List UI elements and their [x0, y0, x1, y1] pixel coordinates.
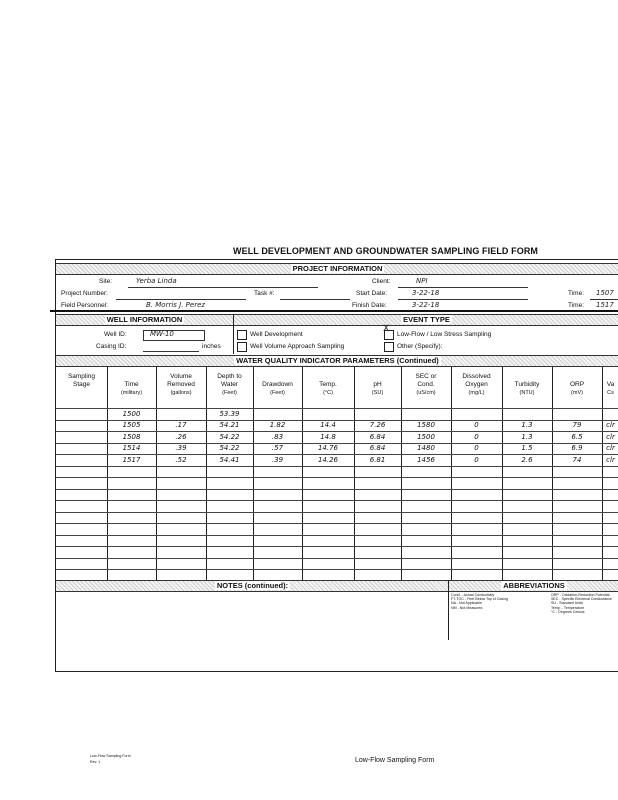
form-title: WELL DEVELOPMENT AND GROUNDWATER SAMPLING FIELD FORM [233, 246, 539, 256]
wq-cell[interactable]: 6.9 [571, 444, 583, 452]
wq-header-line: Time [124, 381, 139, 388]
wq-column-divider [253, 367, 254, 580]
wq-cell[interactable]: 1456 [417, 455, 435, 464]
wq-column-divider [451, 367, 452, 580]
site-value[interactable]: Yerba Linda [136, 277, 177, 285]
abbrev-left-item: NM - Not Measured [451, 605, 483, 610]
start-date-label: Start Date: [356, 290, 388, 297]
wq-row-rule [56, 500, 618, 501]
wq-cell[interactable]: 79 [572, 421, 582, 429]
wq-cell[interactable]: 1508 [122, 432, 141, 441]
wq-header-line: (SU) [371, 390, 384, 396]
notes-area[interactable] [56, 593, 446, 671]
abbrev-right-item: °C - Degrees Celsius [551, 609, 585, 614]
wq-column-header [253, 373, 302, 397]
wq-column-header [401, 373, 451, 397]
wq-cell[interactable]: .83 [271, 432, 284, 441]
notes-divider [448, 580, 449, 640]
site-line [128, 287, 318, 288]
wq-cell[interactable]: 1580 [417, 421, 435, 429]
wq-cell[interactable]: 1517 [122, 455, 141, 464]
wq-row-rule [56, 546, 618, 547]
start-date-value[interactable]: 3-22-18 [412, 289, 440, 297]
wq-header-line: pH [373, 381, 382, 388]
wq-cell[interactable]: .39 [271, 455, 284, 464]
abbrev-left-item: FT-TOC - Feet Below Top of Casing [451, 597, 508, 602]
wq-column-divider [206, 367, 207, 580]
abbrev-left-item: Cond. - Actual Conductivity [451, 593, 495, 597]
task-label: Task #: [254, 290, 275, 297]
wq-header-line: (Feet) [270, 390, 285, 396]
wq-row-rule [56, 477, 618, 478]
wq-header-line [107, 373, 156, 381]
wq-header-line: SEC or [415, 373, 437, 380]
footer-left-line1: Low-Flow Sampling Form [90, 754, 131, 758]
wq-cell[interactable]: 74 [572, 455, 582, 464]
wq-header-line: Temp. [319, 381, 337, 388]
wq-column-header [354, 373, 401, 397]
wq-header-line [354, 373, 401, 381]
wq-row-rule [56, 489, 618, 490]
time-line-1 [590, 299, 618, 300]
client-label: Client: [372, 278, 391, 285]
abbreviations-right [551, 593, 618, 614]
wq-header-line [552, 373, 602, 381]
wq-cell[interactable]: 1514 [122, 444, 141, 452]
other-checkbox[interactable] [384, 342, 394, 352]
wq-cell[interactable]: .52 [175, 455, 187, 464]
form-bottom-line [56, 671, 618, 672]
well-volume-checkbox[interactable] [237, 342, 247, 352]
wq-cell[interactable]: 1480 [417, 444, 435, 452]
wq-cell[interactable]: clr [606, 432, 615, 441]
abbrev-right-item: SEC - Specific Electrical Conductance [551, 597, 612, 602]
wq-cell[interactable]: 1.3 [521, 421, 533, 429]
wq-column-divider [156, 367, 157, 580]
wq-header-line [253, 373, 302, 381]
abbrev-right-item: Temp. - Temperature [551, 605, 585, 610]
wq-cell[interactable]: 6.81 [369, 455, 386, 464]
wq-cell[interactable]: 14.26 [317, 455, 339, 464]
wq-header-line: (gallons) [170, 390, 192, 396]
casing-line [143, 351, 199, 352]
wq-cell[interactable]: .57 [271, 444, 284, 452]
abbreviations-band: ABBREVIATIONS [449, 580, 618, 592]
wq-column-header [107, 373, 156, 397]
wq-header-line: Cs [607, 390, 614, 396]
wq-row-rule [56, 466, 618, 467]
project-number-label: Project Number: [61, 290, 108, 297]
wq-cell[interactable]: 0 [474, 444, 479, 452]
wq-column-divider [602, 367, 603, 580]
abbrev-left-item: NA - Not Applicable [451, 601, 482, 606]
wq-cell[interactable]: 1505 [122, 421, 141, 429]
task-line [280, 299, 350, 300]
wq-column-divider [302, 367, 303, 580]
wq-column-divider [502, 367, 503, 580]
wq-header-line: Oxygen [465, 381, 488, 388]
wq-cell[interactable]: 1.82 [269, 421, 286, 429]
wq-header-line: (°C) [323, 390, 333, 396]
wq-cell[interactable]: 54.41 [219, 455, 240, 464]
wq-column-header [552, 373, 602, 397]
wq-cell[interactable]: 0 [474, 421, 479, 429]
wq-cell[interactable]: clr [606, 421, 615, 429]
wq-row-rule [56, 535, 618, 536]
wq-column-header [206, 373, 253, 397]
low-flow-label: Low-Flow / Low Stress Sampling [397, 331, 492, 338]
wq-cell[interactable]: 14.4 [320, 421, 336, 429]
wq-header-line: Sampling [67, 373, 96, 380]
time-label-2: Time: [568, 302, 585, 309]
wq-header-line: Drawdown [262, 381, 293, 388]
wq-header-line: Depth to [217, 373, 242, 380]
wq-cell[interactable]: 1500 [122, 409, 141, 418]
wq-column-header [302, 373, 354, 397]
wq-header-line: (mV) [571, 390, 583, 396]
wq-band: WATER QUALITY INDICATOR PARAMETERS (Continued) [56, 355, 618, 367]
wq-header-line: (Feet) [222, 390, 237, 396]
wq-row-rule [56, 558, 618, 559]
wq-header-line: Volume [170, 373, 192, 380]
other-label: Other (Specify): [397, 343, 443, 350]
footer-center: Low-Flow Sampling Form [355, 757, 435, 764]
wq-cell[interactable]: 7.26 [369, 421, 386, 429]
wq-column-divider [107, 367, 108, 580]
casing-unit: inches [202, 343, 221, 350]
time-label-1: Time: [568, 290, 585, 297]
heavy-rule [50, 310, 618, 312]
wq-header-line [502, 373, 552, 381]
wq-cell[interactable]: 2.6 [521, 455, 533, 464]
event-type-band: EVENT TYPE [234, 314, 618, 326]
wq-cell[interactable]: 14.8 [320, 432, 336, 441]
wq-cell[interactable]: 0 [474, 455, 479, 464]
wq-cell[interactable]: 0 [474, 432, 479, 441]
wq-column-divider [354, 367, 355, 580]
casing-label: Casing ID: [96, 343, 127, 350]
client-value[interactable]: NPI [416, 277, 428, 285]
field-personnel-value[interactable]: B. Morris J. Perez [146, 301, 206, 309]
client-line [398, 287, 528, 288]
wq-header-line: Water [220, 381, 239, 388]
wq-cell[interactable]: 14.76 [317, 444, 339, 452]
wq-header-line: Stage [73, 381, 90, 388]
wq-header-line: Removed [167, 381, 195, 388]
wq-column-header [56, 373, 107, 397]
low-flow-check-mark: X [383, 324, 390, 334]
wq-header-line [602, 373, 618, 381]
start-date-line [398, 299, 528, 300]
wq-header-line: (mg/L) [468, 390, 485, 396]
well-info-band: WELL INFORMATION [56, 314, 233, 326]
project-info-band: PROJECT INFORMATION [56, 263, 618, 275]
finish-date-label: Finish Date: [352, 302, 387, 309]
wq-cell[interactable]: .17 [175, 421, 187, 429]
wq-cell[interactable]: .39 [175, 444, 187, 452]
wq-header-line: ORP [569, 381, 585, 388]
abbrev-right-item: SU - Standard Units [551, 601, 583, 606]
wq-header-line: Turbidity [514, 381, 540, 388]
well-id-label: Well ID: [104, 331, 127, 338]
wq-column-divider [552, 367, 553, 580]
well-volume-label: Well Volume Approach Sampling [250, 343, 345, 350]
wq-column-divider [401, 367, 402, 580]
well-development-checkbox[interactable] [237, 330, 247, 340]
footer-left-line2: Rev. 1 [90, 760, 101, 764]
wq-header-line [302, 373, 354, 381]
wq-header-line: Va [606, 381, 615, 388]
wq-cell[interactable]: clr [606, 444, 615, 452]
wq-column-header [451, 373, 502, 397]
wq-header-line: (military) [120, 390, 143, 396]
wq-cell[interactable]: 6.5 [571, 432, 583, 441]
site-label: Site: [99, 278, 113, 285]
wq-row-rule [56, 523, 618, 524]
field-personnel-label: Field Personnel: [61, 302, 108, 309]
wq-header-line: Dissolved [462, 373, 491, 380]
wq-cell[interactable]: 1.3 [521, 432, 533, 441]
notes-band: NOTES (continued): [56, 580, 449, 592]
time-value-1[interactable]: 1507 [596, 289, 614, 297]
wq-cell[interactable]: 54.22 [219, 432, 240, 441]
well-id-value[interactable]: MW-10 [150, 330, 174, 338]
wq-cell[interactable]: 53.39 [219, 409, 240, 418]
wq-header-line: Cond. [417, 381, 435, 388]
project-number-line [116, 299, 246, 300]
wq-header-line [56, 389, 107, 397]
wq-header-line: (uS/cm) [416, 390, 436, 396]
wq-cell[interactable]: 1500 [417, 432, 435, 441]
wq-column-header [156, 373, 206, 397]
wq-row-rule [56, 512, 618, 513]
abbreviations-left [451, 593, 508, 610]
wq-cell[interactable]: 1.5 [521, 444, 533, 452]
wq-cell[interactable]: clr [606, 455, 615, 464]
finish-date-value[interactable]: 3-22-18 [412, 301, 440, 309]
wq-cell[interactable]: 54.22 [219, 444, 240, 452]
wq-cell[interactable]: 6.84 [369, 444, 386, 452]
wq-cell[interactable]: 6.84 [369, 432, 386, 441]
wq-cell[interactable]: .26 [175, 432, 187, 441]
info-divider [233, 314, 234, 354]
wq-column-header [502, 373, 552, 397]
well-development-label: Well Development [250, 331, 303, 338]
wq-cell[interactable]: 54.21 [219, 421, 240, 429]
wq-header-line: (NTU) [519, 390, 535, 396]
wq-column-header [602, 373, 618, 397]
time-value-2[interactable]: 1517 [596, 301, 614, 309]
wq-row-rule [56, 569, 618, 570]
abbrev-right-item: ORP - Oxidation-Reduction Potential [551, 593, 610, 597]
field-form [55, 259, 618, 672]
